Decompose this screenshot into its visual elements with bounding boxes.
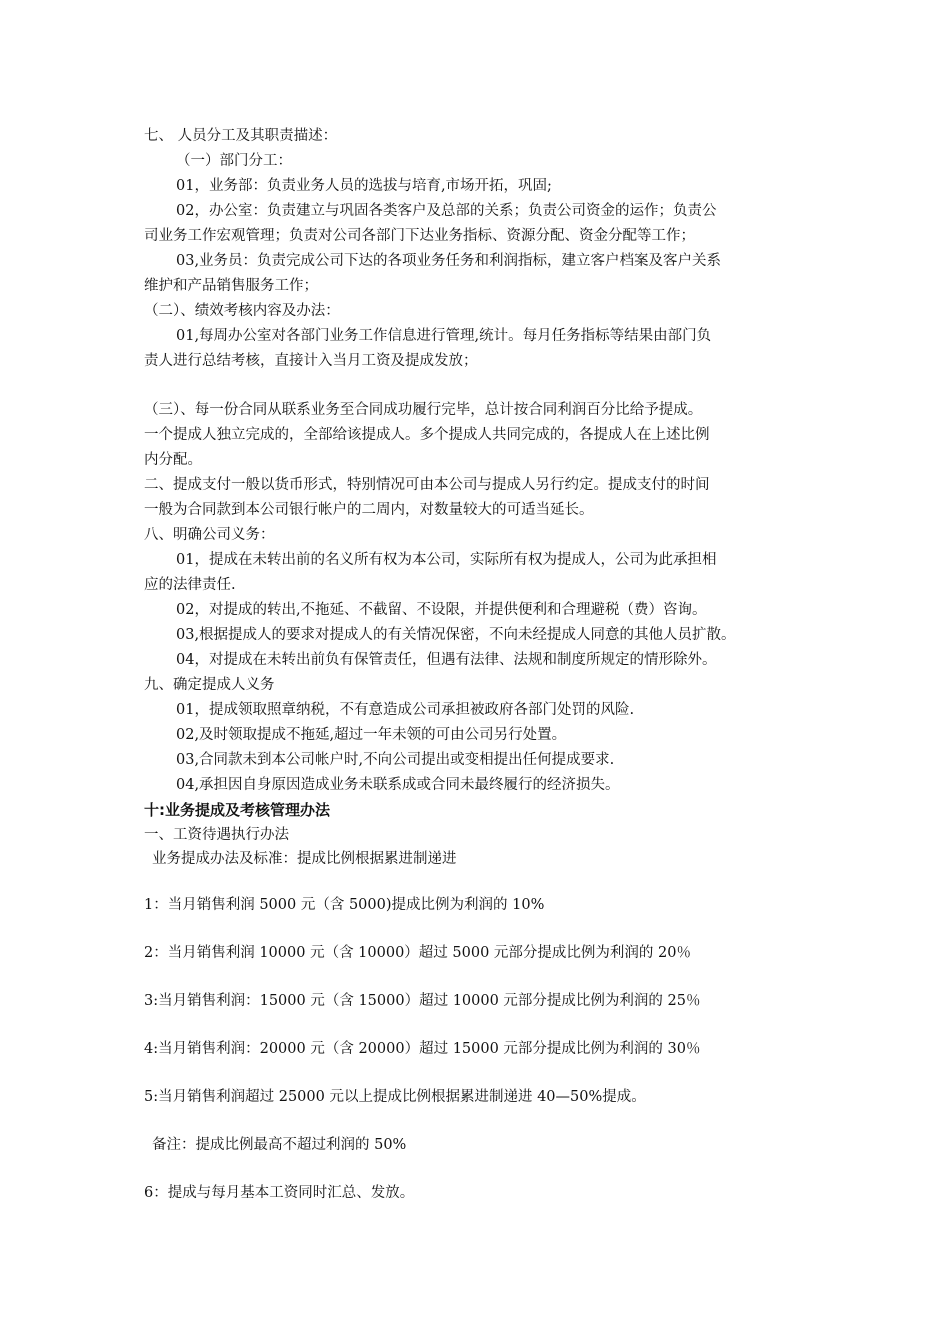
commission-para-line3: 内分配。 bbox=[144, 452, 202, 468]
section-9-heading: 九、确定提成人义务 bbox=[144, 677, 275, 693]
rule-1: 1：当月销售利润 5000 元（含 5000)提成比例为利润的 10% bbox=[144, 897, 545, 913]
performance-heading: （二）、绩效考核内容及办法： bbox=[144, 303, 340, 319]
rule-2: 2：当月销售利润 10000 元（含 10000）超过 5000 元部分提成比例为利润的 20％ bbox=[144, 945, 691, 961]
dept-item-03-line2: 维护和产品销售服务工作； bbox=[144, 278, 318, 294]
dept-item-02-line2: 司业务工作宏观管理；负责对公司各部门下达业务指标、资源分配、资金分配等工作； bbox=[144, 228, 695, 244]
earner-duty-04: 04,承担因自身原因造成业务未联系成或合同未最终履行的经济损失。 bbox=[176, 777, 620, 793]
dept-division-heading: （一）部门分工： bbox=[176, 153, 292, 169]
rule-4: 4:当月销售利润：20000 元（含 20000）超过 15000 元部分提成比例为利润的 30％ bbox=[144, 1041, 701, 1057]
company-duty-02: 02，对提成的转出,不拖延、不截留、不设限，并提供便利和合理避税（费）咨询。 bbox=[176, 602, 707, 618]
dept-item-03-line1: 03,业务员：负责完成公司下达的各项业务任务和利润指标，建立客户档案及客户关系 bbox=[176, 253, 722, 269]
section-10-heading: 十:业务提成及考核管理办法 bbox=[144, 801, 330, 819]
company-duty-01-line1: 01，提成在未转出前的名义所有权为本公司，实际所有权为提成人，公司为此承担相 bbox=[176, 552, 717, 568]
rule-6: 6：提成与每月基本工资同时汇总、发放。 bbox=[144, 1185, 415, 1201]
company-duty-03: 03,根据提成人的要求对提成人的有关情况保密，不向未经提成人同意的其他人员扩散。 bbox=[176, 627, 736, 643]
section-8-heading: 八、明确公司义务： bbox=[144, 527, 275, 543]
earner-duty-01: 01，提成领取照章纳税，不有意造成公司承担被政府各部门处罚的风险. bbox=[176, 702, 635, 718]
dept-item-02-line1: 02，办公室：负责建立与巩固各类客户及总部的关系；负责公司资金的运作；负责公 bbox=[176, 203, 717, 219]
company-duty-01-line2: 应的法律责任. bbox=[144, 577, 236, 593]
salary-method-heading: 一、工资待遇执行办法 bbox=[144, 827, 289, 843]
dept-item-01: 01，业务部：负责业务人员的选拔与培育,市场开拓，巩固; bbox=[176, 178, 552, 194]
commission-para-line2: 一个提成人独立完成的，全部给该提成人。多个提成人共同完成的，各提成人在上述比例 bbox=[144, 427, 710, 443]
performance-item-01-line2: 责人进行总结考核，直接计入当月工资及提成发放； bbox=[144, 353, 478, 369]
remark-note: 备注：提成比例最高不超过利润的 50% bbox=[152, 1137, 407, 1153]
commission-para-line1: （三）、每一份合同从联系业务至合同成功履行完毕，总计按合同利润百分比给予提成。 bbox=[144, 402, 703, 418]
performance-item-01-line1: 01,每周办公室对各部门业务工作信息进行管理,统计。每月任务指标等结果由部门负 bbox=[176, 328, 712, 344]
company-duty-04: 04，对提成在未转出前负有保管责任，但遇有法律、法规和制度所规定的情形除外。 bbox=[176, 652, 717, 668]
rule-3: 3:当月销售利润：15000 元（含 15000）超过 10000 元部分提成比例为利润的 25％ bbox=[144, 993, 701, 1009]
payment-para-line2: 一般为合同款到本公司银行帐户的二周内，对数量较大的可适当延长。 bbox=[144, 502, 594, 518]
rule-5: 5:当月销售利润超过 25000 元以上提成比例根据累进制递进 40—50%提成。 bbox=[144, 1089, 646, 1105]
earner-duty-03: 03,合同款未到本公司帐户时,不向公司提出或变相提出任何提成要求. bbox=[176, 752, 615, 768]
section-7-heading: 七、 人员分工及其职责描述： bbox=[144, 128, 338, 144]
payment-para-line1: 二、提成支付一般以货币形式，特别情况可由本公司与提成人另行约定。提成支付的时间 bbox=[144, 477, 710, 493]
earner-duty-02: 02,及时领取提成不拖延,超过一年未领的可由公司另行处置。 bbox=[176, 727, 567, 743]
commission-standard: 业务提成办法及标准：提成比例根据累进制递进 bbox=[152, 851, 457, 867]
